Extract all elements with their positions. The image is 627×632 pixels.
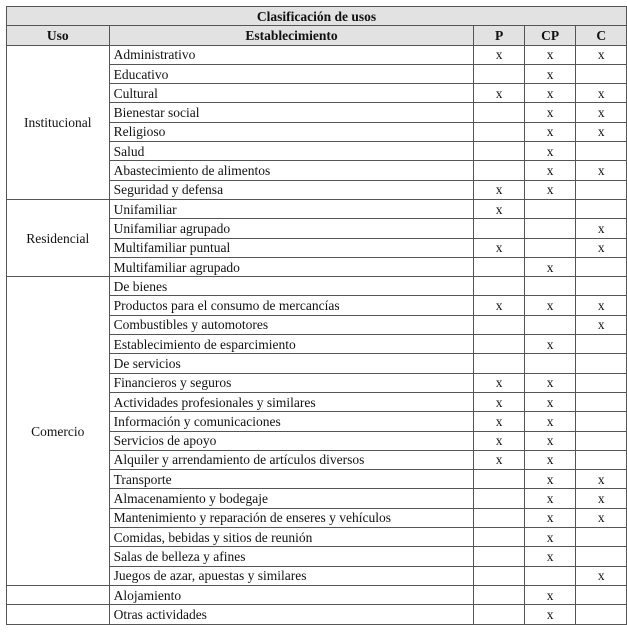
- mark-cell-c: x: [576, 219, 627, 238]
- mark-cell-cp: [524, 238, 576, 257]
- table-row: [7, 605, 627, 624]
- establecimiento-cell: Mantenimiento y reparación de enseres y vehículos: [109, 508, 474, 527]
- column-header-c: C: [576, 26, 627, 45]
- mark-cell-p: x: [474, 199, 524, 218]
- mark-cell-p: x: [474, 45, 524, 64]
- mark-cell-p: x: [474, 412, 524, 431]
- mark-cell-p: [474, 566, 524, 585]
- mark-cell-c: x: [576, 508, 627, 527]
- uso-category-cell: Institucional: [7, 45, 110, 199]
- establecimiento-cell: Alquiler y arrendamiento de artículos diversos: [109, 450, 474, 469]
- mark-cell-cp: [524, 315, 576, 334]
- mark-cell-c: [576, 585, 627, 604]
- mark-cell-c: [576, 605, 627, 624]
- mark-cell-cp: x: [524, 605, 576, 624]
- mark-cell-c: [576, 354, 627, 373]
- establecimiento-cell: De bienes: [109, 277, 474, 296]
- mark-cell-c: x: [576, 238, 627, 257]
- mark-cell-c: [576, 180, 627, 199]
- establecimiento-cell: Servicios de apoyo: [109, 431, 474, 450]
- mark-cell-cp: x: [524, 431, 576, 450]
- establecimiento-cell: Juegos de azar, apuestas y similares: [109, 566, 474, 585]
- mark-cell-cp: x: [524, 257, 576, 276]
- mark-cell-c: x: [576, 315, 627, 334]
- mark-cell-p: [474, 103, 524, 122]
- mark-cell-cp: x: [524, 412, 576, 431]
- mark-cell-cp: x: [524, 64, 576, 83]
- mark-cell-p: x: [474, 238, 524, 257]
- establecimiento-cell: Almacenamiento y bodegaje: [109, 489, 474, 508]
- establecimiento-cell: Unifamiliar agrupado: [109, 219, 474, 238]
- establecimiento-cell: Transporte: [109, 470, 474, 489]
- mark-cell-cp: x: [524, 103, 576, 122]
- establecimiento-cell: Productos para el consumo de mercancías: [109, 296, 474, 315]
- establecimiento-cell: Establecimiento de esparcimiento: [109, 335, 474, 354]
- table-row: [7, 45, 627, 64]
- mark-cell-p: [474, 335, 524, 354]
- mark-cell-c: [576, 142, 627, 161]
- establecimiento-cell: Cultural: [109, 84, 474, 103]
- mark-cell-cp: x: [524, 45, 576, 64]
- mark-cell-p: [474, 161, 524, 180]
- mark-cell-cp: x: [524, 296, 576, 315]
- mark-cell-cp: x: [524, 84, 576, 103]
- mark-cell-p: x: [474, 450, 524, 469]
- establecimiento-cell: Unifamiliar: [109, 199, 474, 218]
- mark-cell-cp: x: [524, 585, 576, 604]
- mark-cell-c: [576, 412, 627, 431]
- mark-cell-cp: x: [524, 547, 576, 566]
- mark-cell-c: x: [576, 45, 627, 64]
- table-row: [7, 277, 627, 296]
- table-row: [7, 199, 627, 218]
- usage-classification-table: [6, 6, 627, 625]
- establecimiento-cell: Multifamiliar agrupado: [109, 257, 474, 276]
- mark-cell-p: [474, 315, 524, 334]
- mark-cell-c: [576, 257, 627, 276]
- establecimiento-cell: Bienestar social: [109, 103, 474, 122]
- mark-cell-c: [576, 431, 627, 450]
- mark-cell-c: [576, 373, 627, 392]
- mark-cell-p: [474, 605, 524, 624]
- mark-cell-c: x: [576, 161, 627, 180]
- mark-cell-c: [576, 277, 627, 296]
- mark-cell-p: x: [474, 373, 524, 392]
- table-title: Clasificación de usos: [7, 7, 627, 26]
- mark-cell-c: [576, 392, 627, 411]
- mark-cell-c: [576, 528, 627, 547]
- establecimiento-cell: Salas de belleza y afines: [109, 547, 474, 566]
- uso-category-cell: Residencial: [7, 199, 110, 276]
- mark-cell-cp: x: [524, 392, 576, 411]
- column-header-p: P: [474, 26, 524, 45]
- mark-cell-cp: x: [524, 489, 576, 508]
- mark-cell-cp: x: [524, 122, 576, 141]
- mark-cell-cp: [524, 277, 576, 296]
- mark-cell-p: x: [474, 84, 524, 103]
- mark-cell-p: [474, 257, 524, 276]
- mark-cell-p: [474, 508, 524, 527]
- establecimiento-cell: Administrativo: [109, 45, 474, 64]
- establecimiento-cell: Educativo: [109, 64, 474, 83]
- column-header-cp: CP: [524, 26, 576, 45]
- mark-cell-c: x: [576, 566, 627, 585]
- mark-cell-p: [474, 585, 524, 604]
- mark-cell-cp: x: [524, 142, 576, 161]
- mark-cell-p: [474, 470, 524, 489]
- establecimiento-cell: Religioso: [109, 122, 474, 141]
- mark-cell-p: [474, 547, 524, 566]
- mark-cell-cp: [524, 199, 576, 218]
- mark-cell-cp: [524, 219, 576, 238]
- establecimiento-cell: Actividades profesionales y similares: [109, 392, 474, 411]
- mark-cell-c: x: [576, 122, 627, 141]
- mark-cell-p: [474, 528, 524, 547]
- mark-cell-c: x: [576, 103, 627, 122]
- column-header-uso: Uso: [7, 26, 110, 45]
- establecimiento-cell: Información y comunicaciones: [109, 412, 474, 431]
- table-body: [7, 45, 627, 624]
- mark-cell-cp: x: [524, 450, 576, 469]
- uso-category-cell: [7, 585, 110, 604]
- mark-cell-c: [576, 64, 627, 83]
- mark-cell-c: [576, 450, 627, 469]
- mark-cell-c: [576, 335, 627, 354]
- mark-cell-p: [474, 142, 524, 161]
- mark-cell-c: x: [576, 296, 627, 315]
- establecimiento-cell: Seguridad y defensa: [109, 180, 474, 199]
- usage-classification-table-wrapper: [6, 6, 627, 625]
- mark-cell-cp: x: [524, 470, 576, 489]
- mark-cell-c: [576, 547, 627, 566]
- establecimiento-cell: Salud: [109, 142, 474, 161]
- mark-cell-p: x: [474, 180, 524, 199]
- establecimiento-cell: Alojamiento: [109, 585, 474, 604]
- establecimiento-cell: Multifamiliar puntual: [109, 238, 474, 257]
- mark-cell-p: [474, 122, 524, 141]
- mark-cell-cp: [524, 566, 576, 585]
- mark-cell-p: x: [474, 392, 524, 411]
- mark-cell-p: [474, 489, 524, 508]
- mark-cell-cp: x: [524, 161, 576, 180]
- mark-cell-c: x: [576, 84, 627, 103]
- mark-cell-cp: x: [524, 373, 576, 392]
- establecimiento-cell: De servicios: [109, 354, 474, 373]
- establecimiento-cell: Otras actividades: [109, 605, 474, 624]
- establecimiento-cell: Abastecimiento de alimentos: [109, 161, 474, 180]
- mark-cell-p: [474, 219, 524, 238]
- mark-cell-c: x: [576, 470, 627, 489]
- uso-category-cell: [7, 605, 110, 624]
- mark-cell-p: [474, 64, 524, 83]
- mark-cell-cp: x: [524, 508, 576, 527]
- mark-cell-p: [474, 354, 524, 373]
- establecimiento-cell: Financieros y seguros: [109, 373, 474, 392]
- mark-cell-p: x: [474, 296, 524, 315]
- mark-cell-cp: [524, 354, 576, 373]
- mark-cell-p: [474, 277, 524, 296]
- mark-cell-cp: x: [524, 180, 576, 199]
- establecimiento-cell: Combustibles y automotores: [109, 315, 474, 334]
- establecimiento-cell: Comidas, bebidas y sitios de reunión: [109, 528, 474, 547]
- mark-cell-c: [576, 199, 627, 218]
- column-header-establecimiento: Establecimiento: [109, 26, 474, 45]
- mark-cell-cp: x: [524, 335, 576, 354]
- mark-cell-c: x: [576, 489, 627, 508]
- mark-cell-cp: x: [524, 528, 576, 547]
- mark-cell-p: x: [474, 431, 524, 450]
- uso-category-cell: Comercio: [7, 277, 110, 586]
- table-row: [7, 585, 627, 604]
